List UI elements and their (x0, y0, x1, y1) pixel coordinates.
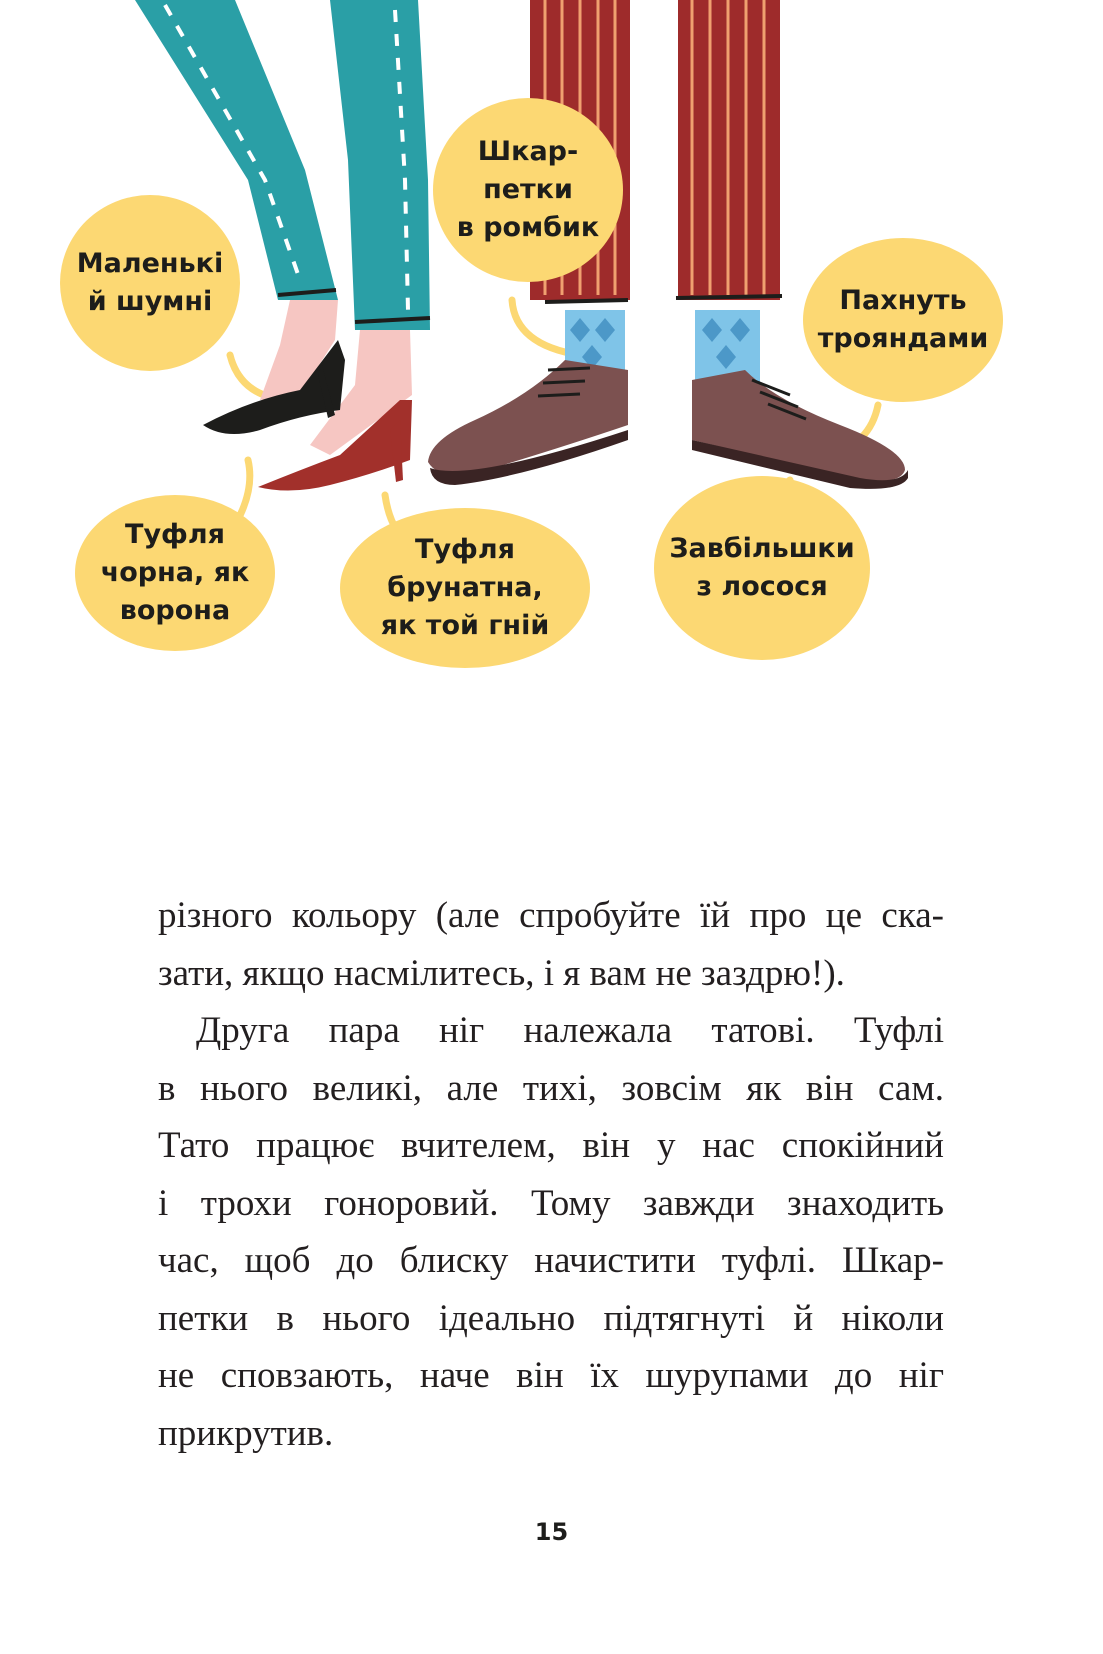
text-line: прикрутив. (158, 1412, 334, 1454)
text-line: не сповзають, наче він їх шурупами до ніг (158, 1355, 944, 1396)
bubble-label-smell-roses: Пахнуть трояндами (817, 285, 989, 354)
bubble-label-argyle-socks: Шкар- петки в ромбик (456, 136, 600, 243)
page-number: 15 (534, 1518, 569, 1546)
text-line: зати, якщо насмілитесь, і я вам не заздрю!). (158, 952, 845, 994)
text-line: в нього великі, але тихі, зовсім як він сам. (158, 1067, 944, 1109)
text-line: час, щоб до блиску начистити туфлі. Шкар- (158, 1240, 944, 1281)
bubble-label-small-noisy: Маленькі й шумні (76, 248, 224, 317)
text-line: і трохи гоноровий. Тому завжди знаходить (158, 1182, 944, 1224)
bubble-label-black-shoe: Туфля чорна, як ворона (100, 519, 250, 626)
text-line: Тато працює вчителем, він у нас спокійний (158, 1125, 944, 1166)
text-line: різного кольору (але спробуйте їй про це ска- (158, 895, 944, 936)
text-line: Друга пара ніг належала татові. Туфлі (196, 1010, 944, 1051)
body-text (158, 887, 944, 1462)
bubble-label-salmon-size: Завбільшки з лосося (669, 533, 855, 602)
text-line: петки в нього ідеально підтягнуті й ніколи (158, 1297, 944, 1339)
bubble-label-brown-shoe: Туфля брунатна, як той гній (380, 534, 550, 641)
